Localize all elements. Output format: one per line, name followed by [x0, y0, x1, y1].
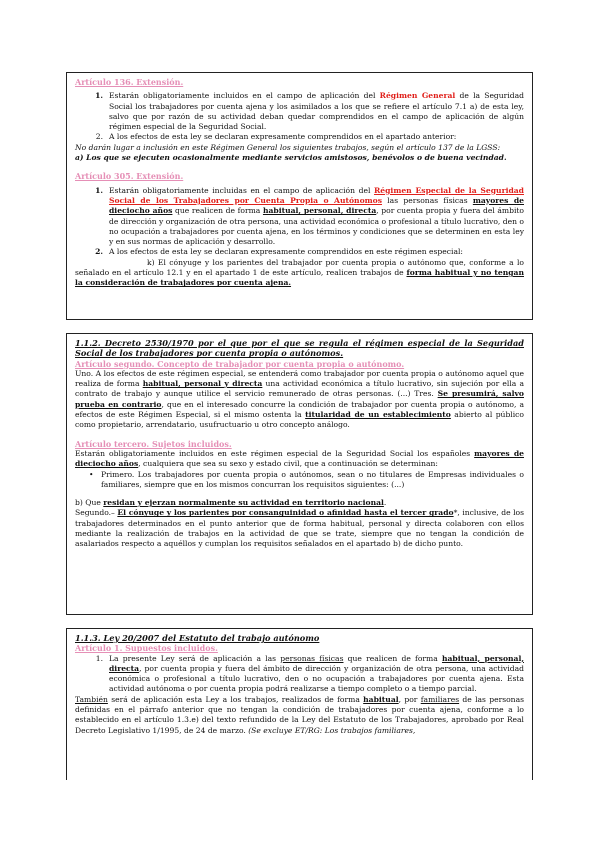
text: abierto al público como propietario, arrendatario, usufructuario u otro concepto análogo. [75, 410, 524, 430]
article-305-k [75, 258, 524, 289]
article-3-text [75, 449, 524, 470]
item-number: 2. [95, 132, 103, 142]
article-176-note: No darán lugar a inclusión en este Régimen General los siguientes trabajos, según el artículo 137 de la LGSS: [75, 142, 501, 152]
text: Estarán obligatoriamente incluidos en este régimen especial de la Seguridad Social los españoles [75, 448, 475, 458]
article-box-lgss [66, 72, 533, 320]
emphasis: habitual, personal, directa [262, 206, 377, 216]
emphasis: habitual, personal y directa [142, 379, 263, 389]
text: A los efectos de esta ley se declaran expresamente comprendidos en este régimen especial: [109, 247, 463, 257]
emphasis: personas físicas [280, 653, 344, 663]
decree-box [66, 333, 533, 615]
emphasis: residan y ejerzan normalmente su actividad en territorio nacional [103, 498, 384, 508]
article-305-item-1 [75, 186, 524, 248]
text: que realicen de forma [172, 206, 263, 216]
bullet-icon: • [89, 469, 94, 479]
regimen-general-highlight: Régimen General [379, 91, 456, 101]
reta-highlight: Régimen Especial de la Seguridad Social de los Trabajadores por Cuenta Propia o Autónomos [109, 185, 524, 205]
text: de la Seguridad Social los trabajadores por cuenta ajena y los asimilados a los que se refiere el artículo 7.1 a) de esta ley, salvo que por razón de su actividad deban quedar comprendidos en el campo de aplicación de algún régimen especial de la Seguridad Social. [109, 91, 524, 132]
emphasis: También [75, 694, 108, 704]
segundo-text [75, 508, 524, 549]
text: Primero. Los trabajadores por cuenta propia o autónomos, sean o no titulares de Empresas individuales o familiares, siempre que en los mismos concurran los requisitos siguientes: (...) [101, 469, 524, 489]
text: b) Que [75, 498, 104, 508]
text: *, inclusive, de los trabajadores determinados en el punto anterior que de forma habitual, personal y directa colaboren con ellos mediante la realización de trabajos en la actividad de que se trate, siempre que no tengan la condición de asalariados respecto a aquéllos y cumplan los requisitos señalados en el apartado b) de dicho punto. [75, 508, 525, 549]
article-176-title: Artículo 136. Extensión. [75, 77, 184, 87]
text: , por [398, 694, 421, 704]
emphasis: familiares [420, 694, 460, 704]
text: las personas físicas [382, 195, 473, 205]
text: , por cuenta propia y fuera del ámbito de dirección y organización de otra persona, una actividad económica o profesional a título lucrativo, den o no ocupación a trabajadores por cuenta ajena. Esta actividad autónoma o por cuenta propia podrá realizarse a tiempo completo o a tiempo parcial. [109, 663, 524, 694]
text: A los efectos de esta ley se declaran expresamente comprendidos en el apartado anterior: [109, 132, 457, 142]
text: de las personas definidas en el párrafo anterior que no tengan la condición de trabajadores por cuenta ajena, conforme a lo establecido en el artículo 1.3.e) del texto refundido de la Ley del Estatuto de los Trabajadores, aprobado por Real Decreto Legislativo 1/1995, de 24 de marzo. [75, 694, 525, 735]
article-176-item-1 [75, 91, 524, 132]
text: k) El cónyuge y los parientes del trabajador por cuenta propia o autónomo que, conforme a lo señalado en el artículo 12.1 y en el apartado 1 de este artículo, realicen trabajos de [75, 257, 524, 278]
article-176-note-a: a) Los que se ejecuten ocasionalmente mediante servicios amistosos, benévolos o de buena vecindad. [75, 153, 507, 163]
emphasis: mayores de dieciocho años [75, 448, 524, 469]
item-number: 1. [95, 91, 103, 101]
article-2-text [75, 369, 524, 431]
item-number: 1. [95, 653, 103, 663]
statute-box [66, 628, 533, 780]
text: Estarán obligatoriamente incluidas en el campo de aplicación del [109, 185, 374, 195]
emphasis: habitual, personal, directa [109, 653, 524, 673]
emphasis: forma habitual y no tengan la consideración de trabajadores por cuenta ajena. [75, 268, 524, 288]
article-3-title: Artículo tercero. Sujetos incluidos. [75, 438, 232, 449]
emphasis: habitual [363, 694, 399, 704]
article-1-title: Artículo 1. Supuestos incluidos. [75, 643, 218, 654]
list-item [75, 470, 524, 491]
text: , que en el interesado concurre la condición de trabajador por cuenta propia o autónomo, a efectos de este Régimen Especial, si el mismo ostenta la [75, 399, 524, 420]
statute-heading: 1.1.3. Ley 20/2007 del Estatuto del trabajo autónomo [75, 633, 320, 643]
item-number: 1. [95, 185, 103, 195]
text: , cualquiera que sea su sexo y estado civil, que a continuación se determinan: [138, 459, 438, 469]
article-305-title: Artículo 305. Extensión. [75, 171, 184, 182]
emphasis: mayores de dieciocho años [109, 195, 524, 216]
text: Estarán obligatoriamente incluidos en el campo de aplicación del [109, 91, 380, 101]
article-305-item-2 [75, 247, 524, 257]
item-number: 2. [95, 247, 103, 257]
text: Segundo.– [75, 508, 118, 518]
text: (Se excluye ET/RG: Los trabajos familiares, [248, 725, 416, 735]
text: La presente Ley será de aplicación a las [109, 653, 281, 663]
decree-heading: 1.1.2. Decreto 2530/1970 por el que por el que se regula el régimen especial de la Seguridad Social de los trabajadores por cuenta propia o autónomos. [75, 338, 524, 359]
text: Uno. A los efectos de este régimen especial, se entenderá como trabajador por cuenta propia o autónomo aquel que realiza de forma [75, 368, 524, 389]
text: que realicen de forma [343, 653, 442, 663]
text: , por cuenta propia y fuera del ámbito de dirección y organización de otra persona, una actividad económica o profesional a título lucrativo, den o no ocupación a trabajadores por cuenta ajena, en los términos y condiciones que se determinen en esta ley y en sus normas de aplicación y desarrollo. [109, 206, 524, 247]
article-176-item-2 [75, 132, 524, 142]
text: una actividad económica a título lucrativo, sin sujeción por ella a contrato de trabajo y aunque utilice el servicio remunerado de otras personas. (...) Tres. [75, 379, 524, 399]
article-1-item-1 [75, 654, 524, 695]
text: será de aplicación esta Ley a los trabajos, realizados de forma [107, 694, 364, 704]
article-2-title: Artículo segundo. Concepto de trabajador por cuenta propia o autónomo. [75, 358, 405, 369]
requirement-b [75, 498, 524, 508]
tambien-text [75, 695, 524, 736]
emphasis: Se presumirá, salvo prueba en contrario [75, 389, 524, 409]
emphasis: El cónyuge y los parientes por consanguinidad o afinidad hasta el tercer grado [117, 508, 454, 518]
emphasis: titularidad de un establecimiento [305, 410, 451, 420]
text: . [383, 498, 387, 508]
